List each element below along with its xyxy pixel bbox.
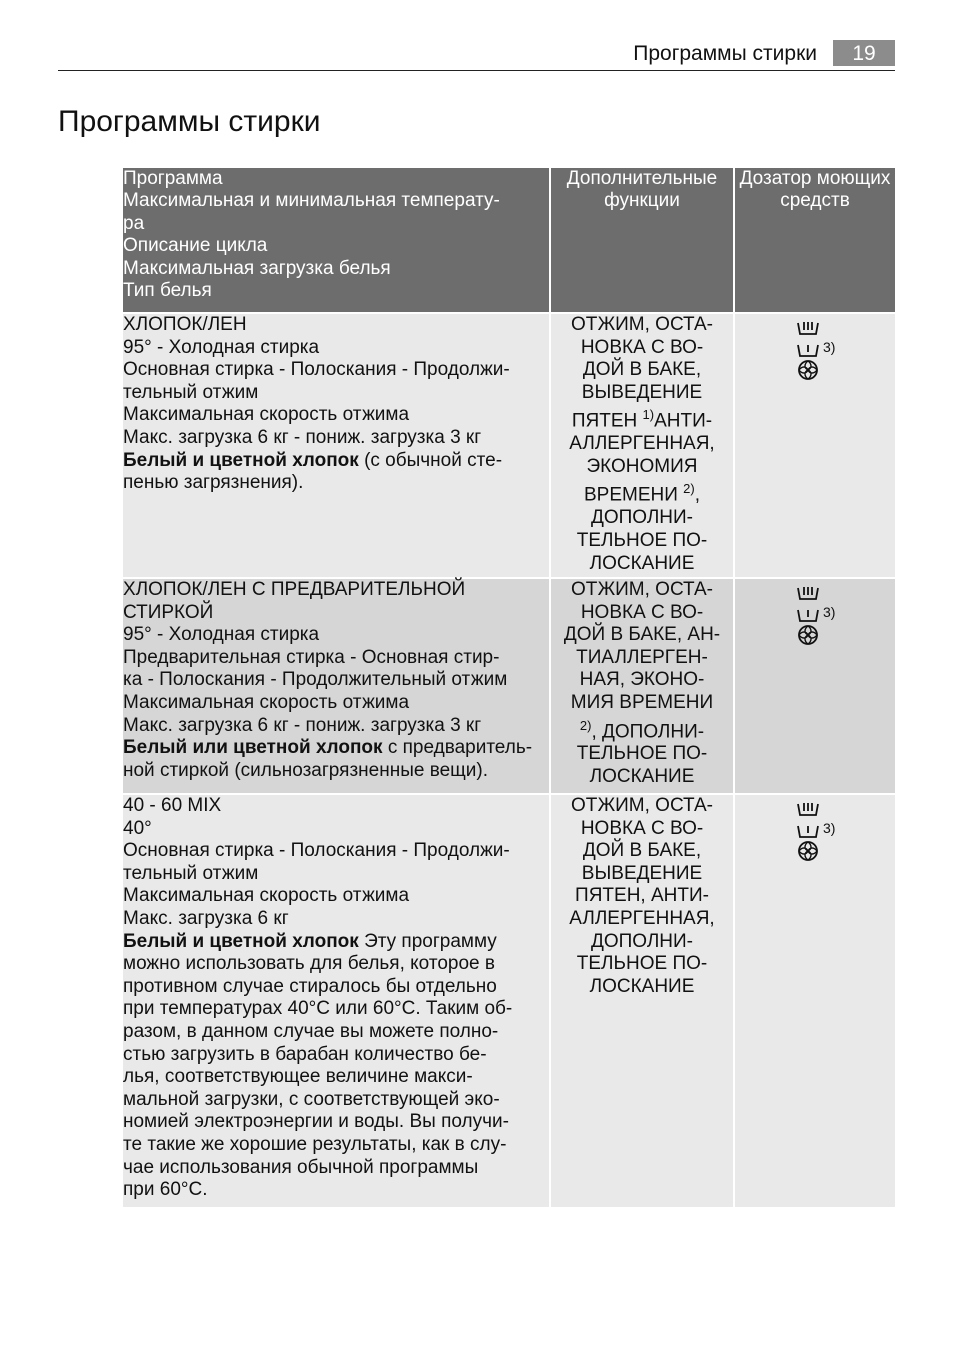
function-line: ЛОСКАНИЕ xyxy=(589,552,695,574)
programs-table xyxy=(121,166,897,1209)
program-name: ХЛОПОК/ЛЕН С ПРЕДВАРИТЕЛЬНОЙ xyxy=(123,579,466,600)
program-desc-line: тельный отжим xyxy=(123,381,259,403)
header-line: Максимальная и минимальная температу- xyxy=(123,190,500,212)
detergent-cell xyxy=(734,794,896,1208)
fabric-desc: при температурах 40°C или 60°C. Таким об- xyxy=(123,998,513,1020)
function-line: ДОЙ В БАКЕ, АН- xyxy=(563,624,721,646)
program-desc-line: ка - Полоскания - Продолжительный отжим xyxy=(123,669,508,691)
program-desc-line: тельный отжим xyxy=(123,862,259,884)
function-text: , ДОПОЛНИ- xyxy=(591,720,705,742)
footnote-ref: 2) xyxy=(683,481,695,497)
function-line: НАЯ, ЭКОНО- xyxy=(579,669,705,691)
detergent-compartment-icon xyxy=(796,583,822,647)
function-line: МИЯ ВРЕМЕНИ xyxy=(570,691,714,713)
program-desc-line: 40° xyxy=(123,817,152,839)
header-line: Максимальная загрузка белья xyxy=(123,257,391,279)
footnote-ref: 3) xyxy=(823,339,836,355)
table-row xyxy=(122,313,896,578)
running-header xyxy=(58,40,895,71)
detergent-cell xyxy=(734,313,896,578)
function-line: ОТЖИМ, ОСТА- xyxy=(570,795,714,816)
fabric-type: Белый или цветной хлопок xyxy=(123,737,383,759)
fabric-desc: номией электроэнергии и воды. Вы получи- xyxy=(123,1111,509,1133)
function-line: ЭКОНОМИЯ xyxy=(586,455,698,477)
header-col-program xyxy=(122,167,550,313)
fabric-desc: (с обычной сте- xyxy=(358,449,503,471)
functions-cell xyxy=(550,313,734,578)
fabric-type: Белый и цветной хлопок xyxy=(123,449,359,471)
function-line: ТЕЛЬНОЕ ПО- xyxy=(576,530,708,551)
function-text: , xyxy=(694,484,701,506)
function-line xyxy=(551,478,733,507)
functions-cell xyxy=(550,794,734,1208)
function-line: ДОЙ В БАКЕ, xyxy=(582,359,702,381)
function-line: ДОПОЛНИ- xyxy=(590,930,694,952)
program-name: ХЛОПОК/ЛЕН xyxy=(123,314,247,335)
function-line: ВЫВЕДЕНИЕ xyxy=(581,862,703,884)
header-col-functions: Дополнительные функции xyxy=(550,167,734,313)
detergent-compartment-icon xyxy=(796,318,822,382)
fabric-desc: мальной загрузки, с соответствующей эко- xyxy=(123,1088,500,1110)
function-text: ВРЕМЕНИ xyxy=(583,484,684,506)
function-line: ТЕЛЬНОЕ ПО- xyxy=(576,953,708,975)
fabric-desc: те такие же хорошие результаты, как в слу- xyxy=(123,1133,507,1155)
page-number: 19 xyxy=(833,40,895,66)
function-line: АЛЛЕРГЕННАЯ, xyxy=(569,433,715,455)
footnote-ref: 1) xyxy=(642,407,655,423)
fabric-desc: Эту программу xyxy=(358,930,497,952)
function-line: ДОЙ В БАКЕ, xyxy=(582,840,702,862)
table-header-row xyxy=(122,167,896,313)
fabric-desc: разом, в данном случае вы можете полно- xyxy=(123,1020,499,1042)
program-name: СТИРКОЙ xyxy=(123,601,214,623)
program-desc-line: Макс. загрузка 6 кг - пониж. загрузка 3 кг xyxy=(123,426,482,448)
function-line: АЛЛЕРГЕННАЯ, xyxy=(569,907,715,929)
header-line: Тип белья xyxy=(123,280,212,302)
footnote-ref: 3) xyxy=(823,820,836,836)
detergent-compartment-icon xyxy=(796,799,822,863)
detergent-symbols xyxy=(780,795,850,861)
program-cell xyxy=(122,313,550,578)
functions-cell xyxy=(550,578,734,794)
function-line: ЛОСКАНИЕ xyxy=(589,975,695,997)
header-col-detergent: Дозатор моющих средств xyxy=(734,167,896,313)
function-line xyxy=(551,715,733,744)
function-line: ПЯТЕН, АНТИ- xyxy=(575,885,709,907)
table-row xyxy=(122,578,896,794)
detergent-symbols xyxy=(780,579,850,645)
program-name: 40 - 60 MIX xyxy=(123,795,222,816)
section-title: Программы стирки xyxy=(58,105,321,138)
function-line xyxy=(551,404,733,433)
program-desc-line: Максимальная скорость отжима xyxy=(123,691,410,713)
program-desc-line: Основная стирка - Полоскания - Продолжи- xyxy=(123,840,510,862)
fabric-line xyxy=(123,450,549,473)
fabric-line xyxy=(123,931,549,954)
program-desc-line: 95° - Холодная стирка xyxy=(123,336,320,358)
function-line: ЛОСКАНИЕ xyxy=(589,766,695,788)
program-desc-line: Предварительная стирка - Основная стир- xyxy=(123,646,500,668)
program-cell xyxy=(122,578,550,794)
header-line: Описание цикла xyxy=(123,235,268,257)
fabric-desc: при 60°C. xyxy=(123,1179,208,1201)
function-line: ОТЖИМ, ОСТА- xyxy=(570,314,714,335)
footnote-ref: 3) xyxy=(823,604,836,620)
program-desc-line: 95° - Холодная стирка xyxy=(123,624,320,646)
fabric-type: Белый и цветной хлопок xyxy=(123,930,359,952)
function-line: ОТЖИМ, ОСТА- xyxy=(570,579,714,600)
function-line: НОВКА С ВО- xyxy=(580,817,704,839)
fabric-desc: лья, соответствующее величине макси- xyxy=(123,1066,473,1088)
header-line: ра xyxy=(123,212,145,234)
detergent-symbols xyxy=(780,314,850,380)
function-line: НОВКА С ВО- xyxy=(580,336,704,358)
function-line: ТИАЛЛЕРГЕН- xyxy=(576,646,708,668)
fabric-desc: стью загрузить в барабан количество бе- xyxy=(123,1043,487,1065)
function-line: ВЫВЕДЕНИЕ xyxy=(581,381,703,403)
fabric-line xyxy=(123,737,549,760)
fabric-desc: можно использовать для белья, которое в xyxy=(123,953,495,975)
function-line: НОВКА С ВО- xyxy=(580,601,704,623)
program-desc-line: Основная стирка - Полоскания - Продолжи- xyxy=(123,359,510,381)
fabric-desc: с предваритель- xyxy=(382,737,533,759)
fabric-desc: пенью загрязнения). xyxy=(123,472,304,494)
fabric-desc: чае использования обычной программы xyxy=(123,1156,479,1178)
footnote-ref: 2) xyxy=(579,717,592,733)
function-line: ТЕЛЬНОЕ ПО- xyxy=(576,743,708,765)
program-desc-line: Максимальная скорость отжима xyxy=(123,885,410,907)
running-title: Программы стирки xyxy=(633,42,817,65)
fabric-desc: ной стиркой (сильнозагрязненные вещи). xyxy=(123,759,488,781)
fabric-desc: противном случае стиралось бы отдельно xyxy=(123,975,497,997)
program-desc-line: Максимальная скорость отжима xyxy=(123,404,410,426)
program-desc-line: Макс. загрузка 6 кг - пониж. загрузка 3 кг xyxy=(123,714,482,736)
function-text: ПЯТЕН xyxy=(571,410,643,432)
function-line: ДОПОЛНИ- xyxy=(590,507,694,529)
detergent-cell xyxy=(734,578,896,794)
program-desc-line: Макс. загрузка 6 кг xyxy=(123,907,289,929)
program-cell xyxy=(122,794,550,1208)
header-line: Программа xyxy=(123,168,223,189)
function-text: АНТИ- xyxy=(654,410,713,432)
table-row xyxy=(122,794,896,1208)
